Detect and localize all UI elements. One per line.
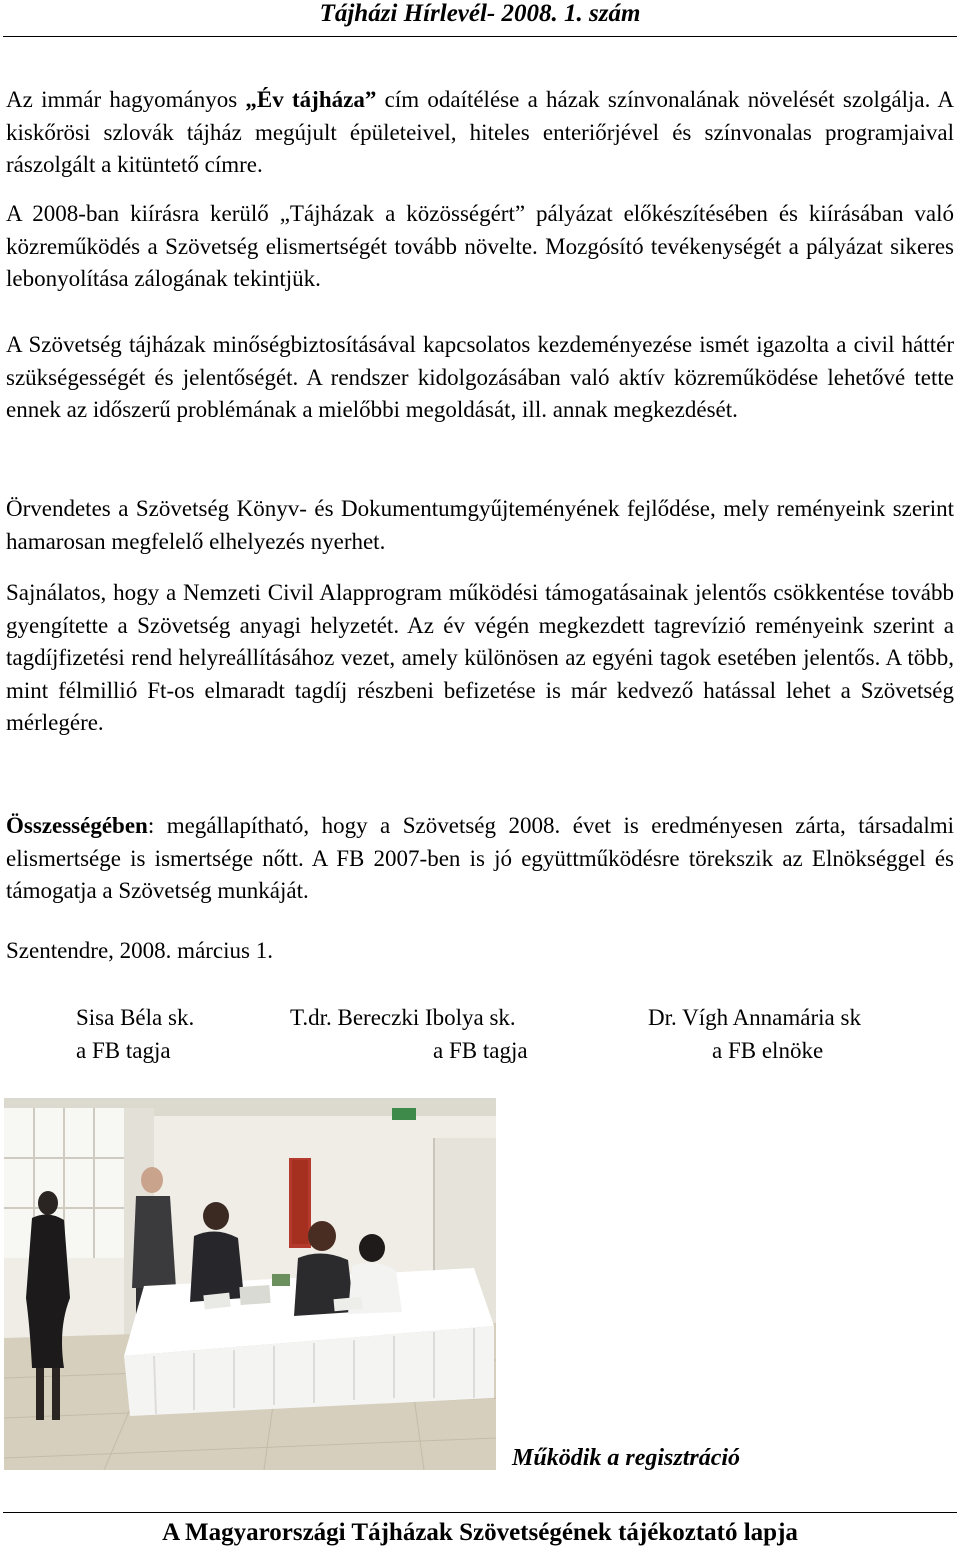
photo-caption: Működik a regisztráció [512,1445,741,1471]
paragraph-summary [6,810,954,908]
header-divider [3,36,957,37]
signature-role-2: a FB tagja [433,1038,528,1063]
summary-text: : megállapítható, hogy a Szövetség 2008. évet is eredményesen zárta, társadalmi elismertsége is ismertsége nőtt. A FB 2007-ben is jó együttműködésre törekszik az Elnökséggel és támogatja a Szövetség munkáját. [6,813,954,904]
paragraph-library: Örvendetes a Szövetség Könyv- és Dokumentumgyűjteményének fejlődése, mely reményeink szerint hamarosan megfelelő elhelyezés nyerhet. [6,496,954,554]
signature-name-2: T.dr. Bereczki Ibolya sk. [290,1005,516,1030]
paragraph-quality-assurance: A Szövetség tájházak minőségbiztosításával kapcsolatos kezdeményezése ismét igazolta a civil háttér szükségességét és jelentőségét. A rendszer kidolgozásában való aktív közreműködése lehetővé tette ennek az időszerű problémának a mielőbbi megoldását, ill. annak megkezdését. [6,332,954,423]
paragraph-award-body: cím odaítélése a házak színvonalának növelését szolgálja. A kiskőrösi szlovák tájház megújult épületeivel, hiteles enteriőrjével és színvonalas programjaival rászolgált a kitüntető címre. [6,87,954,178]
footer-divider [3,1512,957,1513]
newsletter-footer: A Magyarországi Tájházak Szövetségének tájékoztató lapja [162,1519,798,1546]
registration-photo [4,1098,496,1470]
award-title: „Év tájháza” [245,87,377,112]
signature-name-1: Sisa Béla sk. [76,1005,195,1030]
paragraph-award [6,84,954,182]
signature-role-1: a FB tagja [76,1038,171,1063]
place-date: Szentendre, 2008. március 1. [6,938,273,963]
signature-name-3: Dr. Vígh Annamária sk [648,1005,861,1030]
paragraph-competition: A 2008-ban kiírásra kerülő „Tájházak a közösségért” pályázat előkészítésében és kiírásában való közreműködés a Szövetség elismertségét tovább növelte. Mozgósító tevékenységét a pályázat sikeres lebonyolítása zálogának tekintjük. [6,201,954,292]
summary-label: Összességében [6,813,148,838]
paragraph-award-intro: Az immár hagyományos [6,87,246,112]
signature-role-3: a FB elnöke [712,1038,824,1063]
newsletter-header: Tájházi Hírlevél- 2008. 1. szám [319,0,641,27]
paragraph-finances: Sajnálatos, hogy a Nemzeti Civil Alapprogram működési támogatásainak jelentős csökkentése tovább gyengítette a Szövetség anyagi helyzetét. Az év végén megkezdett tagrevízió reményeink szerint a tagdíjfizetési rend helyreállításához vezet, amely különösen az egyéni tagok esetében jelentős. A több, mint félmillió Ft-os elmaradt tagdíj részbeni befizetése is már kedvező hatással lehet a Szövetség mérlegére. [6,580,954,736]
